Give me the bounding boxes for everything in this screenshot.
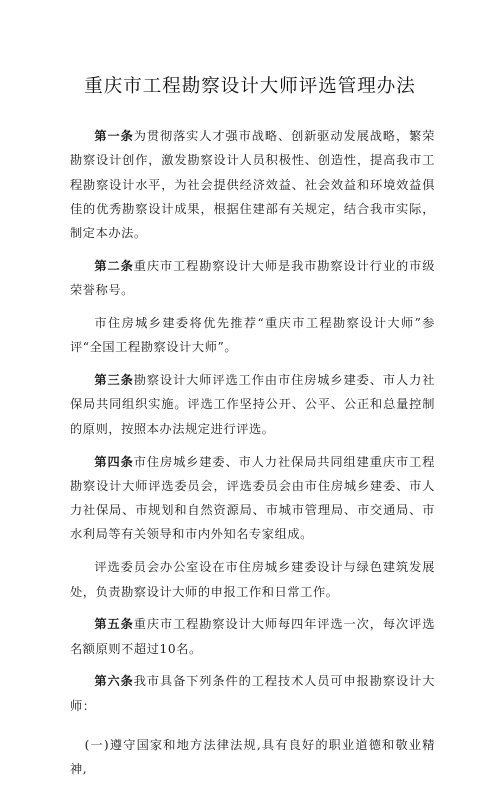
article-lead: 第一条 xyxy=(94,129,134,143)
article-lead: 第五条 xyxy=(94,617,134,632)
article-4 xyxy=(70,450,435,547)
article-5 xyxy=(70,612,435,661)
article-text: 勘察设计大师评选工作由市住房城乡建委、市人力社保局共同组织实施。评选工作坚持公开、公平、公正和总量控制的原则，按照本办法规定进行评选。 xyxy=(70,373,435,436)
article-text: 市住房城乡建委、市人力社保局共同组建重庆市工程勘察设计大师评选委员会，评选委员会由市住房城乡建委、市人力社保局、市规划和自然资源局、市城市管理局、市交通局、市水利局等有关领导和市内外知名专家组成。 xyxy=(70,454,435,542)
article-text: 我市具备下列条件的工程技术人员可申报勘察设计大师： xyxy=(70,674,435,713)
article-text: 重庆市工程勘察设计大师是我市勘察设计行业的市级荣誉称号。 xyxy=(70,258,435,298)
condition-item-1: (一)遵守国家和地方法律法规,具有良好的职业道德和敬业精神, xyxy=(70,738,435,777)
article-text: 市住房城乡建委将优先推荐“重庆市工程勘察设计大师”参评“全国工程勘察设计大师”。 xyxy=(70,316,435,355)
article-text: 重庆市工程勘察设计大师每四年评选一次，每次评选名额原则不超过10名。 xyxy=(70,617,435,656)
article-2-note xyxy=(70,311,435,360)
article-lead: 第四条 xyxy=(94,454,134,469)
article-4-note xyxy=(70,555,435,604)
article-lead: 第三条 xyxy=(94,373,134,388)
document-body xyxy=(70,124,435,790)
document-title: 重庆市工程勘察设计大师评选管理办法 xyxy=(84,76,416,97)
article-lead: 第六条 xyxy=(94,674,134,689)
article-6 xyxy=(70,669,435,718)
article-text: 为贯彻落实人才强市战略、创新驱动发展战略，繁荣勘察设计创作，激发勘察设计人员积极性、创造性，提高我市工程勘察设计水平，为社会提供经济效益、社会效益和环境效益俱佳的优秀勘察设计成果，根据住建部有关规定，结合我市实际，制定本办法。 xyxy=(70,129,435,241)
article-1 xyxy=(70,124,435,245)
article-text: 评选委员会办公室设在市住房城乡建委设计与绿色建筑发展处，负责勘察设计大师的申报工作和日常工作。 xyxy=(70,560,435,599)
article-2 xyxy=(70,254,435,303)
article-3 xyxy=(70,368,435,441)
article-lead: 第二条 xyxy=(94,258,134,273)
